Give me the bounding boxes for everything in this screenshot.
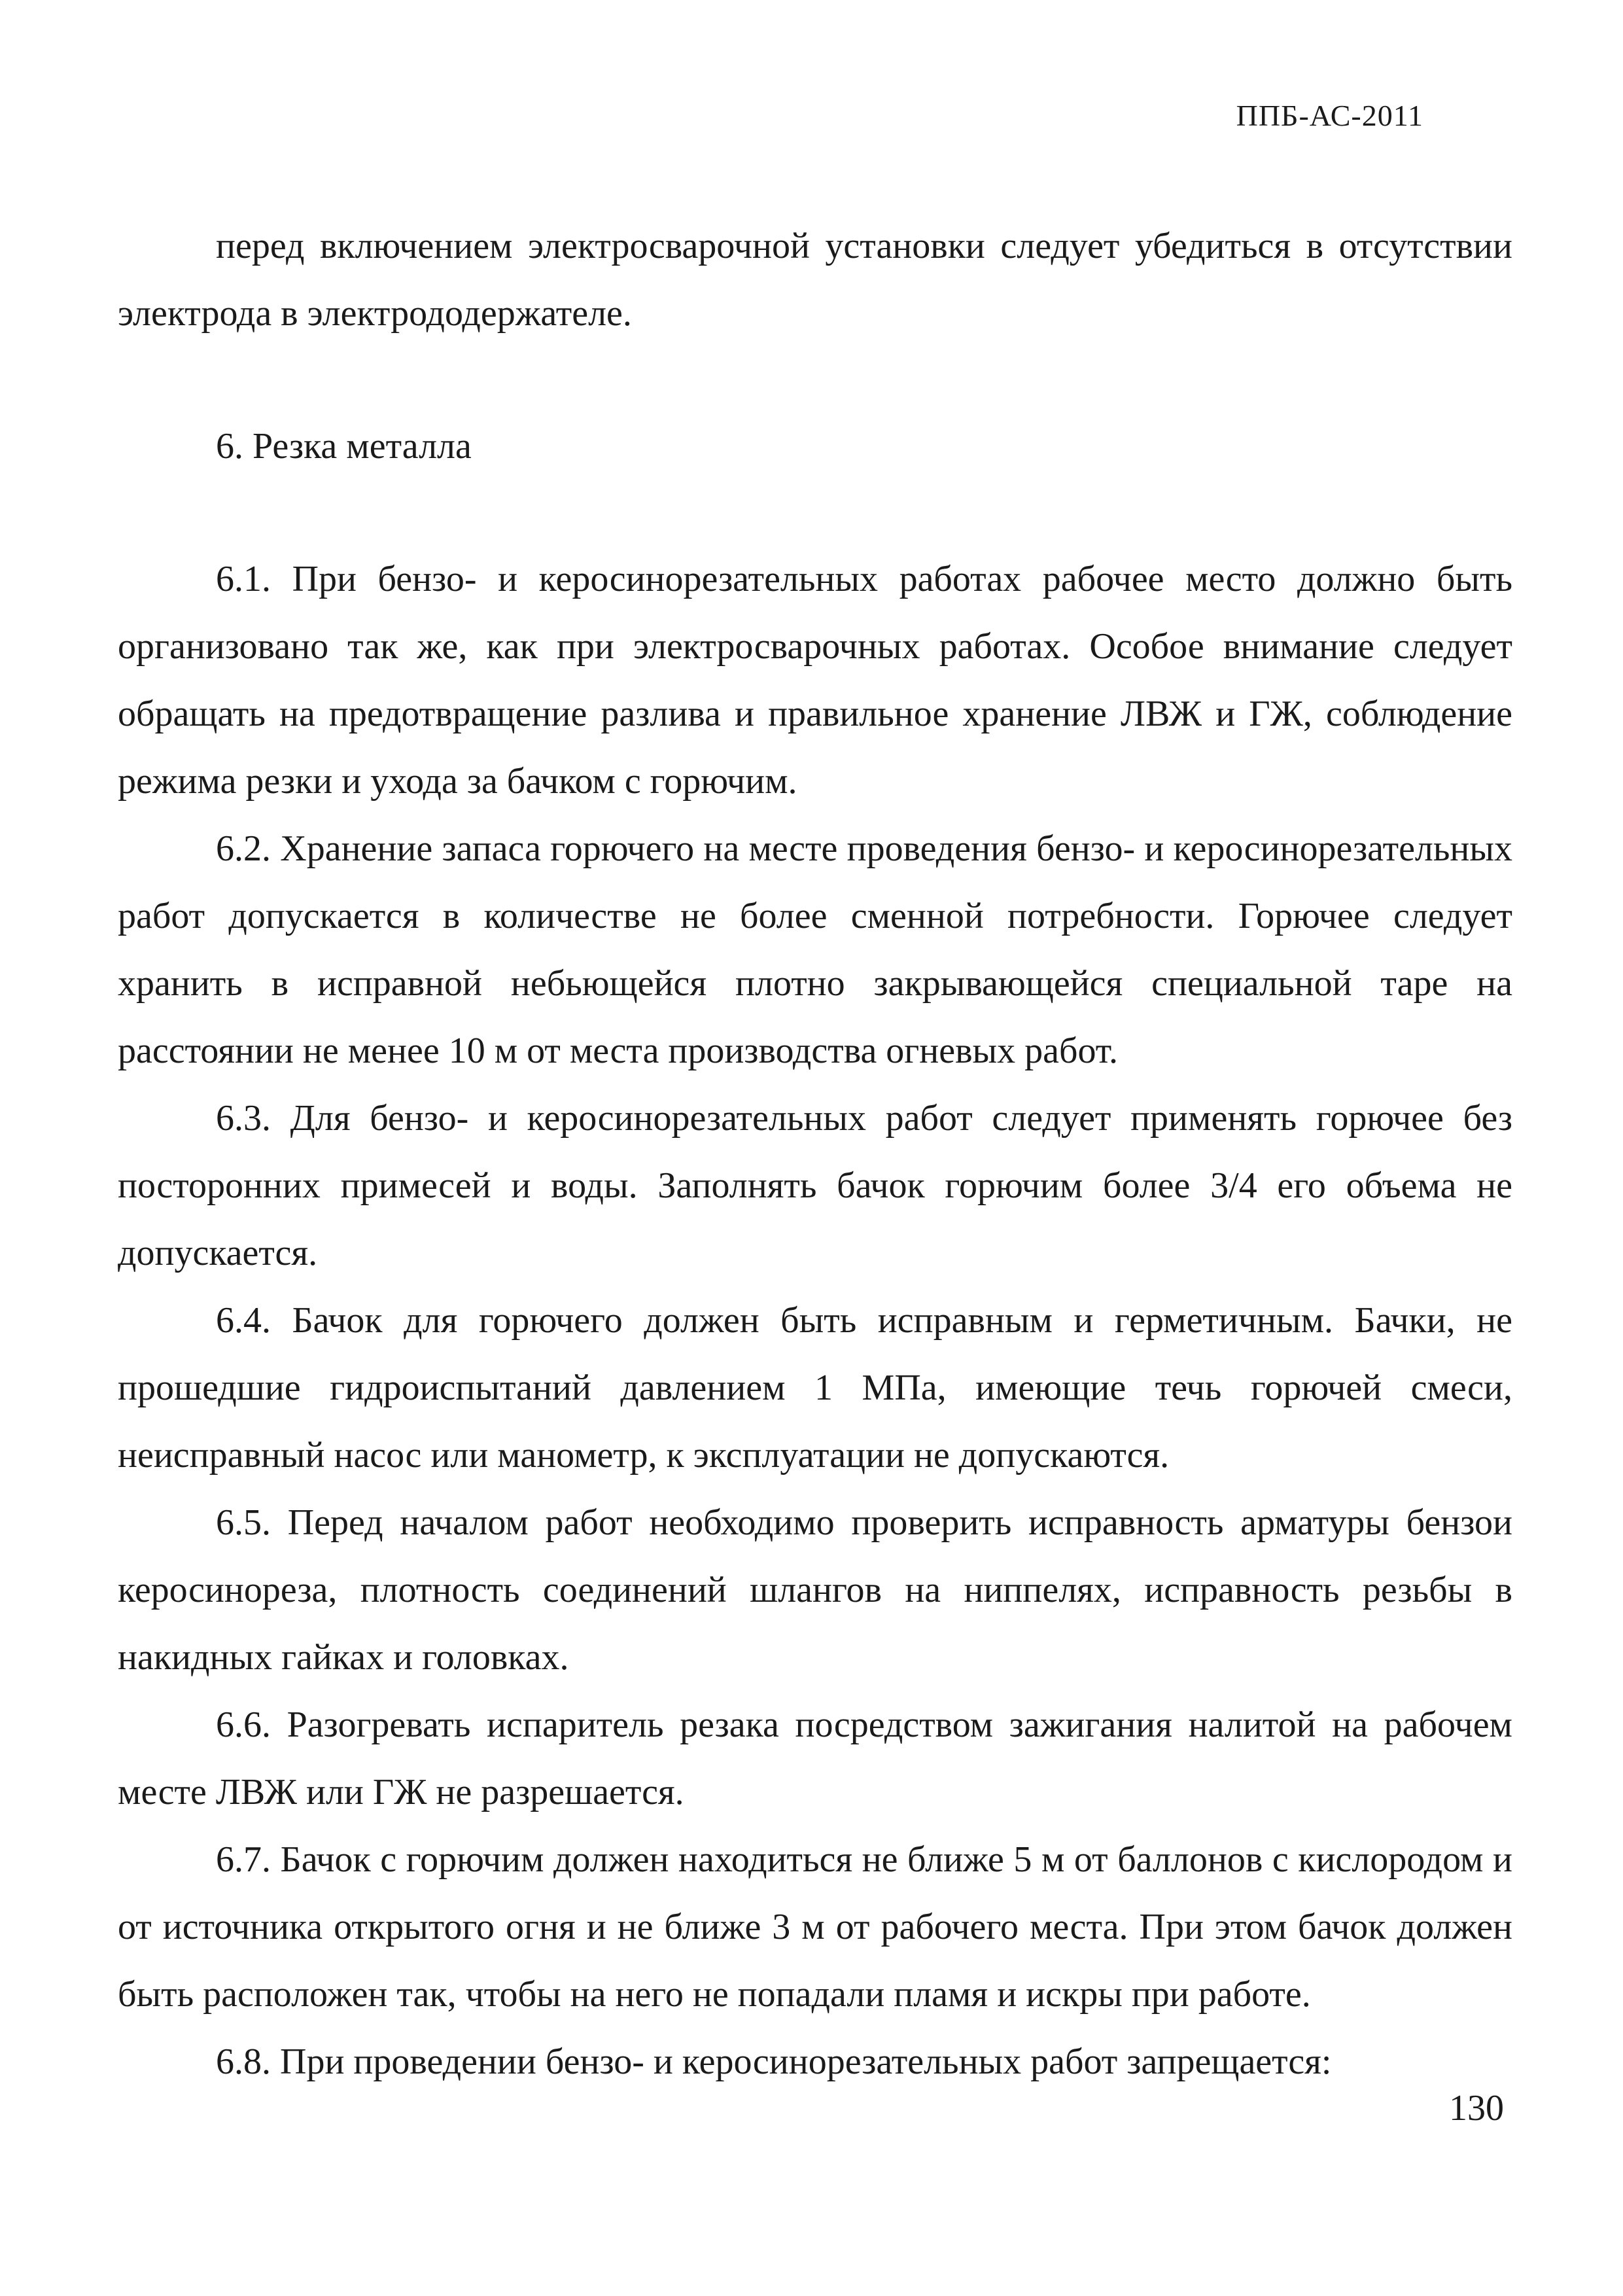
page-body bbox=[118, 213, 1512, 2096]
paragraph-6-3: 6.3. Для бензо- и керосинорезательных работ следует применять горючее без посторонних примесей и воды. Заполнять бачок горючим более 3/4 его объема не допускается. bbox=[118, 1098, 1512, 1273]
paragraph-6-1: 6.1. При бензо- и керосинорезательных работах рабочее место должно быть организовано так же, как при электросварочных работах. Особое внимание следует обращать на предотвращение разлива и правильное хранение ЛВЖ и ГЖ, соблюдение режима резки и ухода за бачком с горючим. bbox=[118, 559, 1512, 802]
paragraph-6-8: 6.8. При проведении бензо- и керосинорезательных работ запрещается: bbox=[216, 2041, 1332, 2082]
paragraph-6-4: 6.4. Бачок для горючего должен быть исправным и герметичным. Бачки, не прошедшие гидроиспытаний давлением 1 МПа, имеющие течь горючей смеси, неисправный насос или манометр, к эксплуатации не допускаются. bbox=[118, 1300, 1512, 1475]
paragraph-6-5: 6.5. Перед началом работ необходимо проверить исправность арматуры бензои керосинореза, плотность соединений шлангов на ниппелях, исправность резьбы в накидных гайках и головках. bbox=[118, 1502, 1512, 1678]
paragraph-6-2: 6.2. Хранение запаса горючего на месте проведения бензо- и керосинорезательных работ допускается в количестве не более сменной потребности. Горючее следует хранить в исправной небьющейся плотно закрывающейся специальной таре на расстоянии не менее 10 м от места производства огневых работ. bbox=[118, 828, 1512, 1071]
page-number: 130 bbox=[1449, 2088, 1504, 2128]
paragraph-6-6: 6.6. Разогревать испаритель резака посредством зажигания налитой на рабочем месте ЛВЖ или ГЖ не разрешается. bbox=[118, 1704, 1512, 1812]
section-title: 6. Резка металла bbox=[216, 426, 472, 467]
intro-paragraph: перед включением электросварочной установки следует убедиться в отсутствии электрода в электрододержателе. bbox=[118, 226, 1512, 334]
document-code: ППБ-АС-2011 bbox=[1236, 99, 1423, 132]
paragraph-6-7: 6.7. Бачок с горючим должен находиться не ближе 5 м от баллонов с кислородом и от источника открытого огня и не ближе 3 м от рабочего места. При этом бачок должен быть расположен так, чтобы на него не попадали пламя и искры при работе. bbox=[118, 1839, 1512, 2015]
